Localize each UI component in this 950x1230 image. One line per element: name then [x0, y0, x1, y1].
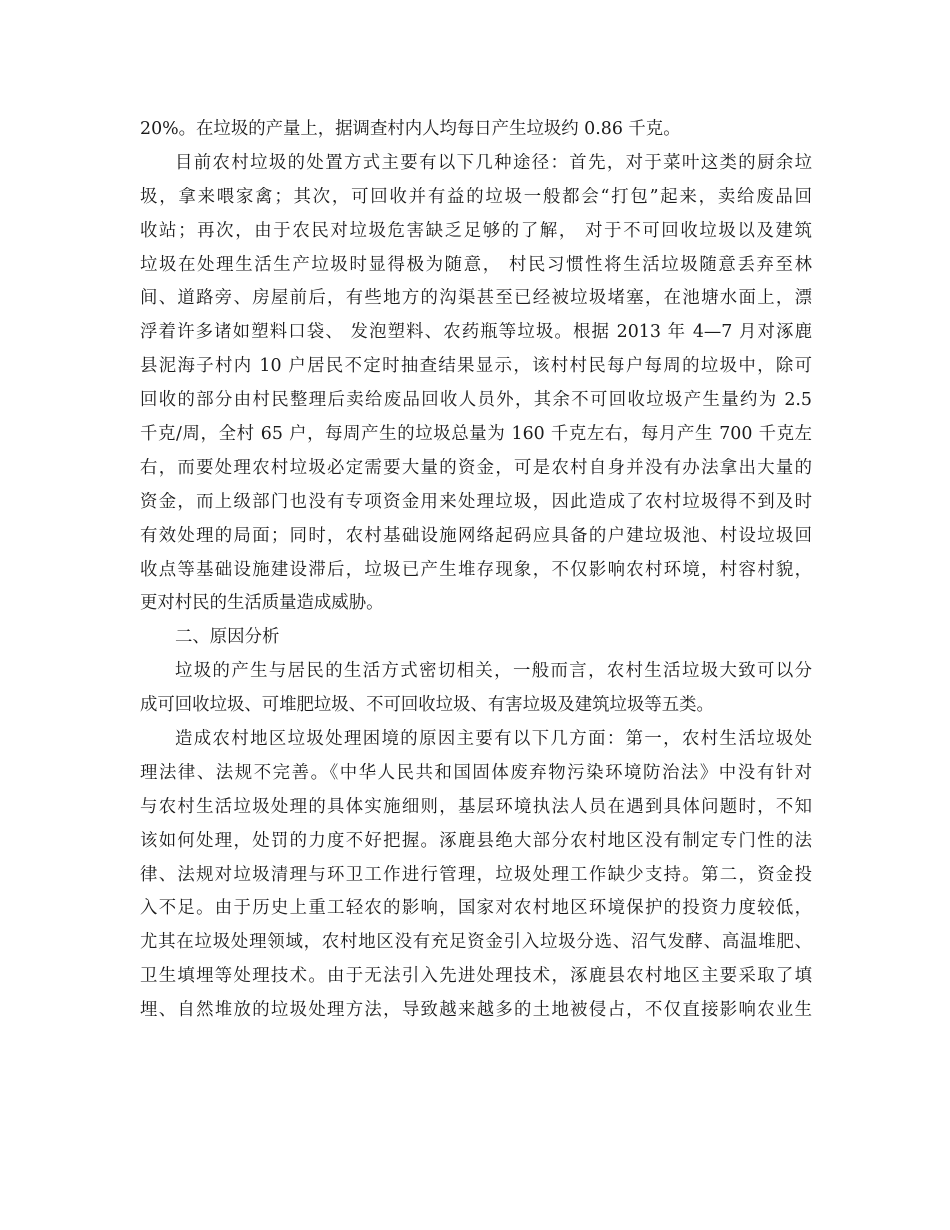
text-line: 有效处理的局面；同时，农村基础设施网络起码应具备的户建垃圾池、村设垃圾回: [140, 525, 812, 546]
text-line: 埋、自然堆放的垃圾处理方法，导致越来越多的土地被侵占，不仅直接影响农业生: [140, 1000, 812, 1021]
text-line: 二、原因分析: [175, 627, 280, 648]
text-line: 浮着许多诸如塑料口袋、 发泡塑料、农药瓶等垃圾。根据 2013 年 4—7 月对涿鹿: [140, 322, 812, 343]
text-line: 收站；再次，由于农民对垃圾危害缺乏足够的了解， 对于不可回收垃圾以及建筑: [140, 220, 812, 241]
text-line: 目前农村垃圾的处置方式主要有以下几种途径：首先，对于菜叶这类的厨余垃: [175, 152, 812, 173]
text-line: 20%。在垃圾的产量上，据调查村内人均每日产生垃圾约 0.86 千克。: [140, 119, 681, 139]
body-text: [140, 113, 812, 1028]
text-line: 更对村民的生活质量造成威胁。: [140, 593, 384, 614]
text-line: 该如何处理，处罚的力度不好把握。涿鹿县绝大部分农村地区没有制定专门性的法: [140, 830, 812, 851]
text-line: 理法律、法规不完善。《中华人民共和国固体废弃物污染环境防治法》中没有针对: [140, 762, 812, 783]
text-line: 右，而要处理农村垃圾必定需要大量的资金，可是农村自身并没有办法拿出大量的: [140, 457, 812, 478]
text-line: 资金，而上级部门也没有专项资金用来处理垃圾，因此造成了农村垃圾得不到及时: [140, 491, 812, 512]
text-line: 律、法规对垃圾清理与环卫工作进行管理，垃圾处理工作缺少支持。第二，资金投: [140, 864, 812, 885]
text-line: 成可回收垃圾、可堆肥垃圾、不可回收垃圾、有害垃圾及建筑垃圾等五类。: [140, 695, 714, 716]
text-line: 间、道路旁、房屋前后，有些地方的沟渠甚至已经被垃圾堵塞，在池塘水面上，漂: [140, 288, 812, 309]
text-line: 尤其在垃圾处理领域，农村地区没有充足资金引入垃圾分选、沼气发酵、高温堆肥、: [140, 932, 812, 953]
text-line: 回收的部分由村民整理后卖给废品回收人员外，其余不可回收垃圾产生量约为 2.5: [140, 390, 812, 411]
text-line: 造成农村地区垃圾处理困境的原因主要有以下几方面：第一，农村生活垃圾处: [175, 729, 812, 750]
text-line: 圾，拿来喂家禽；其次，可回收并有益的垃圾一般都会“打包”起来，卖给废品回: [140, 186, 812, 207]
text-line: 垃圾的产生与居民的生活方式密切相关，一般而言，农村生活垃圾大致可以分: [175, 661, 812, 682]
text-line: 县泥海子村内 10 户居民不定时抽查结果显示，该村村民每户每周的垃圾中，除可: [140, 356, 812, 377]
text-line: 与农村生活垃圾处理的具体实施细则，基层环境执法人员在遇到具体问题时，不知: [140, 796, 812, 817]
text-line: 入不足。由于历史上重工轻农的影响，国家对农村地区环境保护的投资力度较低，: [140, 898, 812, 919]
text-line: 垃圾在处理生活生产垃圾时显得极为随意， 村民习惯性将生活垃圾随意丢弃至林: [140, 254, 812, 275]
text-line: 卫生填埋等处理技术。由于无法引入先进处理技术，涿鹿县农村地区主要采取了填: [140, 966, 812, 987]
text-line: 千克/周，全村 65 户，每周产生的垃圾总量为 160 千克左右，每月产生 700 千克左: [140, 424, 812, 445]
text-line: 收点等基础设施建设滞后，垃圾已产生堆存现象，不仅影响农村环境，村容村貌，: [140, 559, 812, 580]
